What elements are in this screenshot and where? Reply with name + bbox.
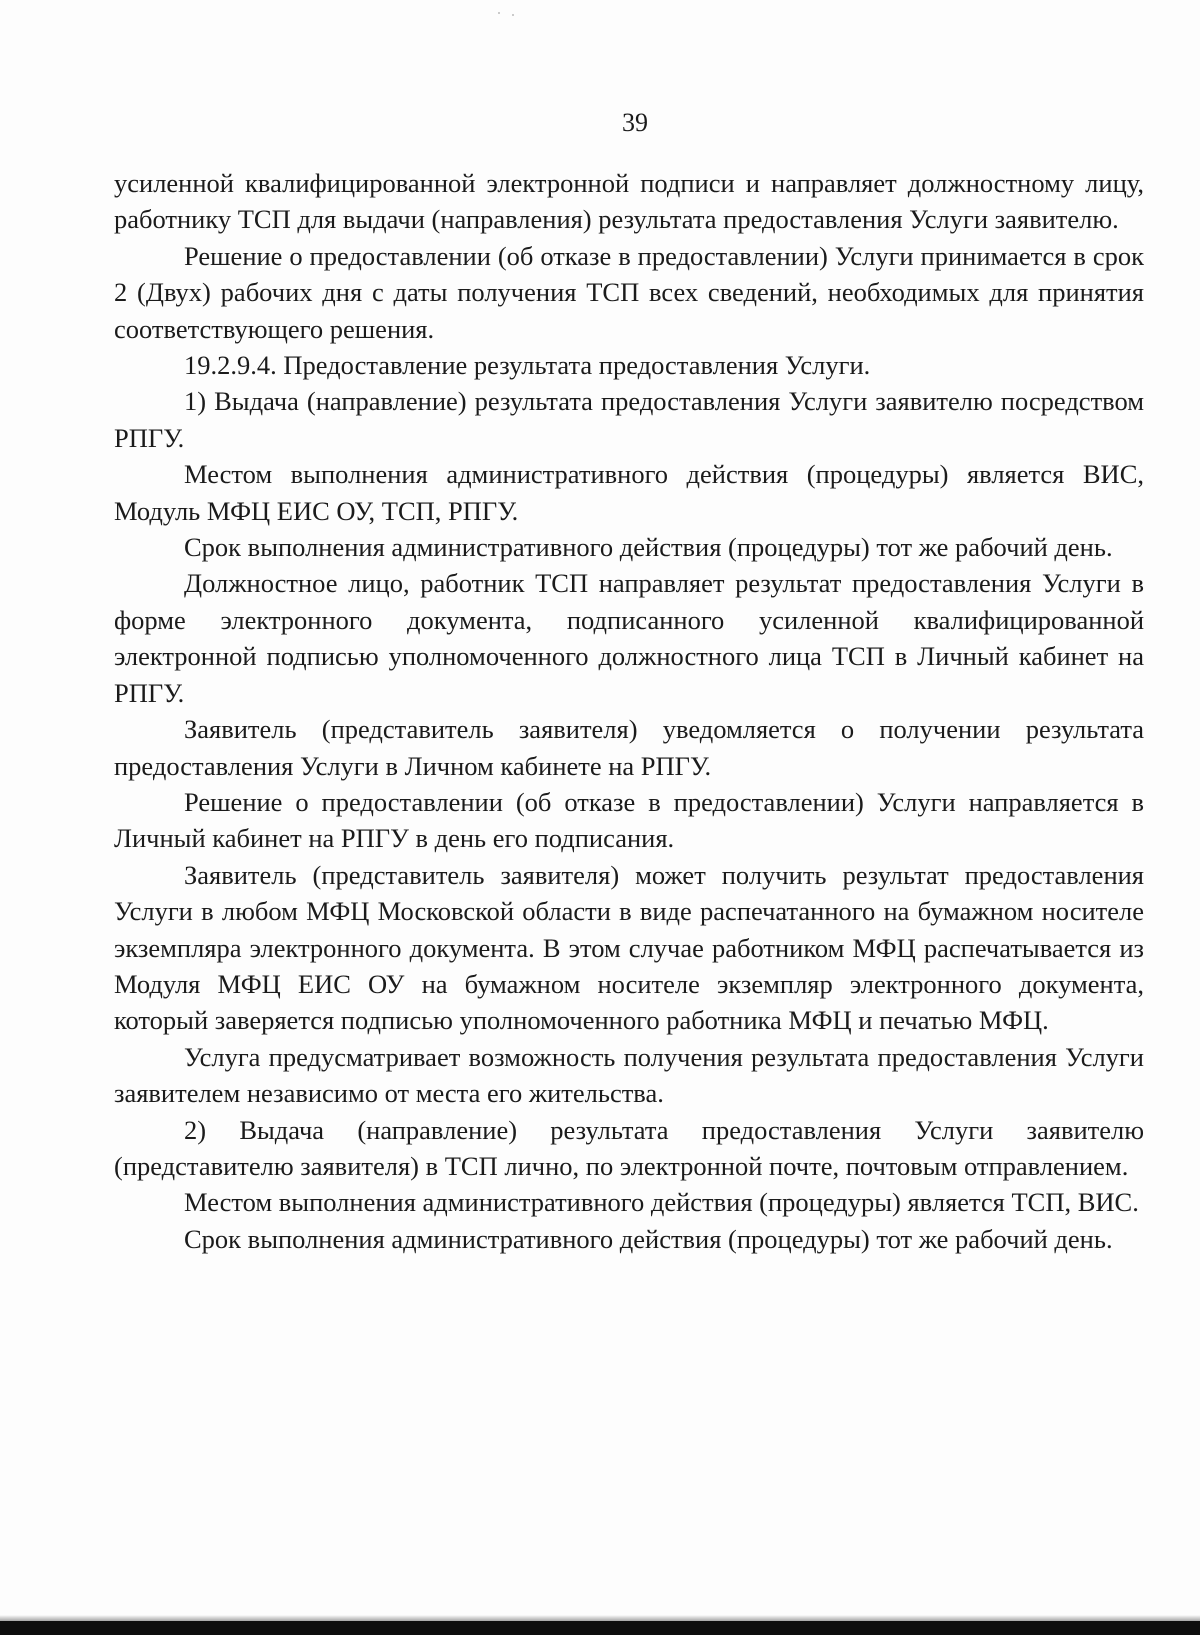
paragraph: Услуга предусматривает возможность получения результата предоставления Услуги заявителем независимо от места его жительства. <box>114 1041 1144 1109</box>
paragraph: Заявитель (представитель заявителя) может получить результат предоставления Услуги в любом МФЦ Московской области в виде распечатанного на бумажном носителе экземпляра электронного документа. В этом случае работником МФЦ распечатывается из Модуля МФЦ ЕИС ОУ на бумажном носителе экземпляр электронного документа, который заверяется подписью уполномоченного работника МФЦ и печатью МФЦ. <box>114 859 1144 1036</box>
document-body <box>114 165 1144 1257</box>
scan-artifact <box>498 12 500 14</box>
scan-artifact <box>512 14 514 16</box>
section-heading: 19.2.9.4. Предоставление результата предоставления Услуги. <box>184 350 871 381</box>
paragraph: усиленной квалифицированной электронной подписи и направляет должностному лицу, работнику ТСП для выдачи (направления) результата предоставления Услуги заявителю. <box>114 168 1144 235</box>
scan-border <box>0 1621 1200 1635</box>
page-number: 39 <box>622 108 648 137</box>
paragraph: Местом выполнения административного действия (процедуры) является ТСП, ВИС. <box>184 1187 1139 1218</box>
paragraph: 2) Выдача (направление) результата предоставления Услуги заявителю (представителю заявителя) в ТСП лично, по электронной почте, почтовым отправлением. <box>114 1114 1144 1181</box>
paragraph: Решение о предоставлении (об отказе в предоставлении) Услуги направляется в Личный кабинет на РПГУ в день его подписания. <box>114 786 1144 854</box>
paragraph: Местом выполнения административного действия (процедуры) является ВИС, Модуль МФЦ ЕИС ОУ, ТСП, РПГУ. <box>114 459 1144 526</box>
paragraph: Должностное лицо, работник ТСП направляет результат предоставления Услуги в форме электронного документа, подписанного усиленной квалифицированной электронной подписью уполномоченного должностного лица ТСП в Личный кабинет на РПГУ. <box>114 568 1144 708</box>
paragraph: Решение о предоставлении (об отказе в предоставлении) Услуги принимается в срок 2 (Двух) рабочих дня с даты получения ТСП всех сведений, необходимых для принятия соответствующего решения. <box>114 240 1144 344</box>
paragraph: Срок выполнения административного действия (процедуры) тот же рабочий день. <box>184 1223 1113 1254</box>
paragraph: Срок выполнения административного действия (процедуры) тот же рабочий день. <box>184 532 1113 563</box>
paragraph: Заявитель (представитель заявителя) уведомляется о получении результата предоставления Услуги в Личном кабинете на РПГУ. <box>114 714 1144 781</box>
paragraph: 1) Выдача (направление) результата предоставления Услуги заявителю посредством РПГУ. <box>114 386 1144 453</box>
